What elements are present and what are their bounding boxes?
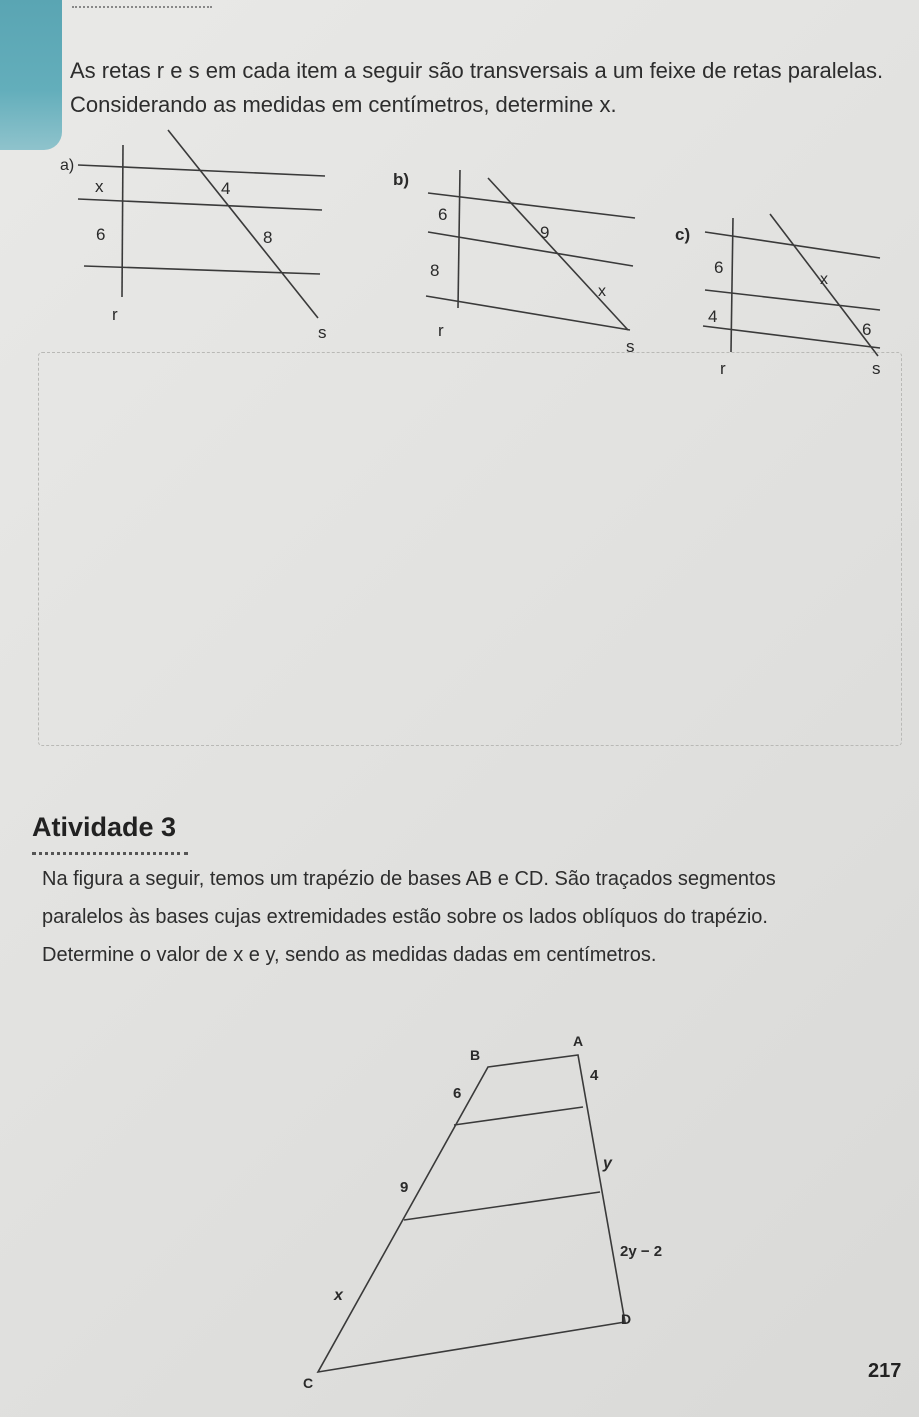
figure-b-label: b) <box>393 170 410 189</box>
figure-a-r: r <box>112 305 118 324</box>
figure-a <box>60 130 327 342</box>
figure-a-s: s <box>318 323 327 342</box>
trapezoid-y: y <box>603 1155 612 1172</box>
trapezoid-segment-2 <box>404 1192 600 1220</box>
figure-b-9: 9 <box>540 223 550 242</box>
figure-b-line-r <box>458 170 460 308</box>
activity-text-line-1: Na figura a seguir, temos um trapézio de bases AB e CD. São traçados segmentos <box>42 868 776 890</box>
figure-c-parallel-1 <box>705 232 880 258</box>
trapezoid-outline <box>318 1055 625 1372</box>
activity-text-line-2: paralelos às bases cujas extremidades estão sobre os lados oblíquos do trapézio. <box>42 906 768 928</box>
figure-a-label: a) <box>60 157 75 174</box>
activity-title: Atividade 3 <box>32 812 177 842</box>
figure-a-parallel-3 <box>84 266 320 274</box>
figure-b-parallel-3 <box>426 296 630 330</box>
figure-c-r: r <box>720 359 726 378</box>
vertex-B: B <box>470 1047 481 1063</box>
vertex-A: A <box>573 1033 584 1049</box>
figure-b-x: x <box>598 283 606 300</box>
trapezoid-2y-2: 2y − 2 <box>620 1243 663 1260</box>
figure-c-line-r <box>731 218 733 352</box>
activity-text-line-3: Determine o valor de x e y, sendo as medidas dadas em centímetros. <box>42 944 657 966</box>
exercise-text-line-1: As retas r e s em cada item a seguir são transversais a um feixe de retas paralelas. <box>70 58 884 83</box>
figure-a-6: 6 <box>96 225 106 244</box>
figure-a-line-r <box>122 145 123 297</box>
figure-b <box>393 170 635 356</box>
figure-c-6b: 6 <box>862 320 872 339</box>
figure-b-r: r <box>438 321 444 340</box>
figure-b-8: 8 <box>430 261 440 280</box>
trapezoid-x: x <box>334 1287 343 1304</box>
trapezoid-6: 6 <box>453 1085 462 1102</box>
trapezoid-figure <box>303 1033 662 1391</box>
figure-a-parallel-1 <box>78 165 325 176</box>
figure-c-6: 6 <box>714 258 724 277</box>
figure-a-x: x <box>95 177 104 196</box>
figure-a-8: 8 <box>263 228 273 247</box>
figure-b-6: 6 <box>438 205 448 224</box>
figure-c-4: 4 <box>708 307 718 326</box>
exercise-text-line-2: Considerando as medidas em centímetros, determine x. <box>70 92 617 117</box>
figure-c-s: s <box>872 359 881 378</box>
trapezoid-segment-1 <box>454 1107 583 1125</box>
vertex-D: D <box>621 1311 632 1327</box>
vertex-C: C <box>303 1375 314 1391</box>
figure-c-label: c) <box>675 225 691 244</box>
trapezoid-4: 4 <box>590 1067 599 1084</box>
figure-a-line-s <box>168 130 318 318</box>
activity-title-underline <box>32 852 188 855</box>
figure-c-x: x <box>820 271 828 288</box>
figure-a-4: 4 <box>221 179 231 198</box>
page-number: 217 <box>868 1360 902 1382</box>
figure-a-parallel-2 <box>78 199 322 210</box>
trapezoid-9: 9 <box>400 1179 409 1196</box>
figure-b-s: s <box>626 337 635 356</box>
answer-space-box <box>38 352 902 746</box>
figure-c-parallel-3 <box>703 326 880 348</box>
figure-b-line-s <box>488 178 628 330</box>
